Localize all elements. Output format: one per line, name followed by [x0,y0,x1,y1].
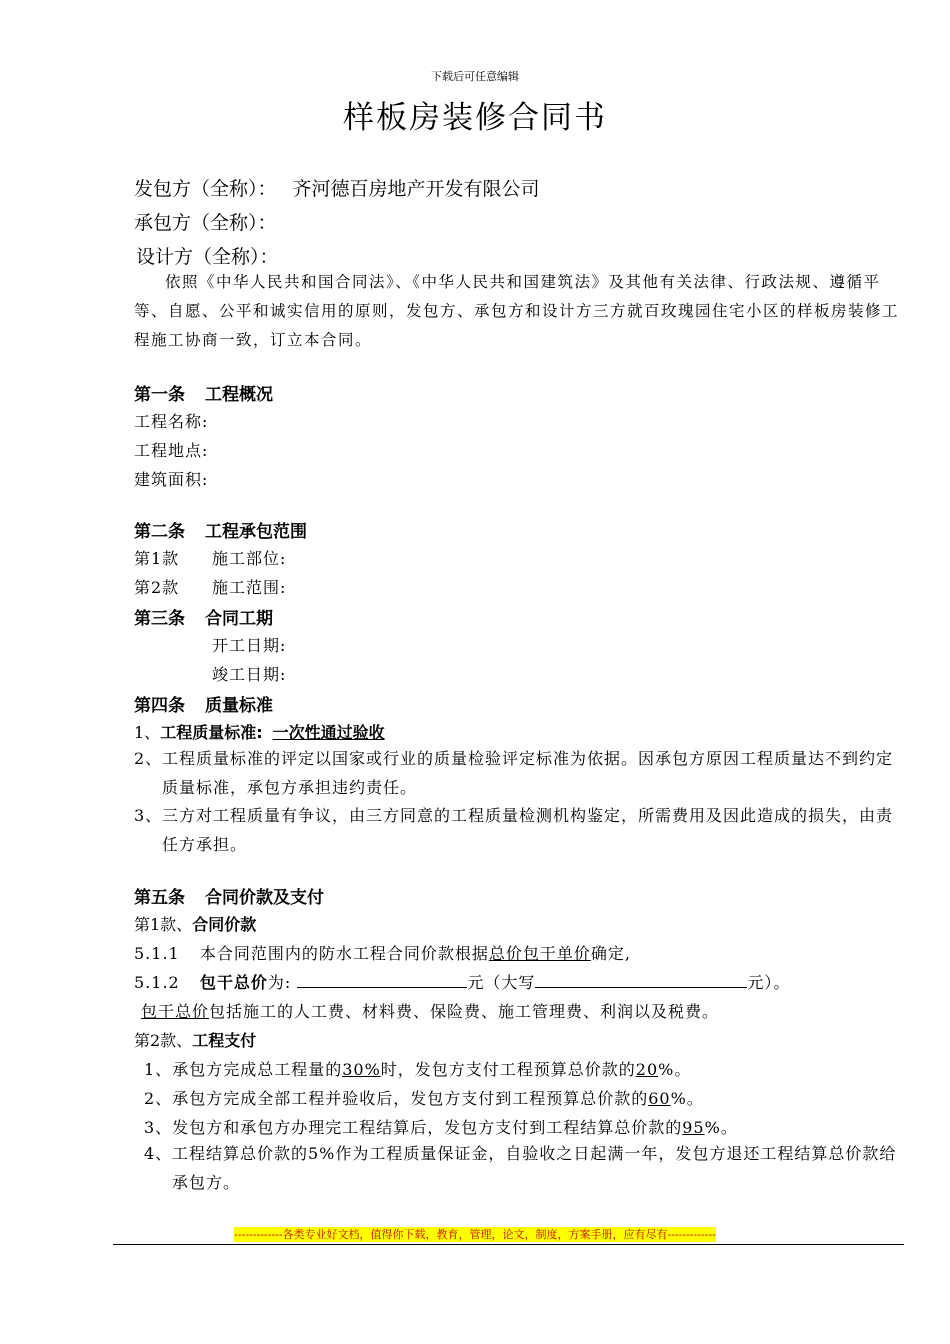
quality-item-2 [134,744,894,802]
payment-text: %。 [670,1089,704,1108]
article3-num: 第三条 [134,609,185,629]
paragraph-text: 本合同范围内的防水工程合同价款根据 [199,944,489,963]
payment-percent: 95 [682,1118,705,1137]
payment-item-4 [144,1139,900,1197]
footer-banner [0,1226,950,1242]
item-number: 2、 [134,749,163,768]
employer-line [134,174,540,201]
lump-sum-term: 包干总价 [141,1002,210,1021]
paragraph-5-1-2 [134,970,790,993]
clause-num: 第2款 [134,578,180,597]
payment-text: 发包方和承包方办理完工程结算后，发包方支付到工程结算总价款的 [172,1118,683,1137]
completion-date-label: 竣工日期: [212,665,287,684]
quality-item-3 [134,801,894,859]
pricing-method: 总价包干单价 [488,944,591,963]
article1-num: 第一条 [134,385,185,405]
lump-sum-label: 包干总价 [199,973,268,992]
project-name-label: 工程名称: [134,412,209,431]
article5-num: 第五条 [134,888,185,908]
payment-text: 时，发包方支付工程预算总价款的 [380,1060,636,1079]
start-date-label: 开工日期: [212,636,287,655]
article4-num: 第四条 [134,696,185,716]
payment-item-4-text: 工程结算总价款的5%作为工程质量保证金，自验收之日起满一年，发包方退还工程结算总价款给承包方。 [172,1144,897,1192]
payment-text: %。 [658,1060,692,1079]
article4-heading [134,691,273,716]
payment-percent: 60 [648,1089,671,1108]
paragraph-number: 5.1.2 [134,973,180,992]
article3-title: 合同工期 [205,609,273,629]
article1-heading [134,380,273,405]
article2-num: 第二条 [134,522,185,542]
article3-heading [134,604,273,629]
project-location-label: 工程地点: [134,441,209,460]
contractor-line [134,208,277,235]
building-area-label: 建筑面积: [134,470,209,489]
article2-heading [134,517,307,542]
article5-title: 合同价款及支付 [205,888,324,908]
footer-banner-text: -------------各类专业好文档，值得你下载，教育，管理，论文，制度，方案手册，应有尽有------------- [234,1228,716,1241]
paragraph-text: 为: [267,973,292,992]
payment-text: 承包方完成总工程量的 [172,1060,343,1079]
quality-standard-value: 一次性通过验收 [272,723,385,742]
article4-title: 质量标准 [205,696,273,716]
item-number: 3、 [134,806,163,825]
payment-percent: 30% [342,1060,381,1079]
employer-value: 齐河德百房地产开发有限公司 [292,178,540,200]
article2-title: 工程承包范围 [205,522,307,542]
employer-label: 发包方（全称）： [134,178,277,200]
item-number: 2、 [144,1089,173,1108]
item-number: 4、 [144,1144,173,1163]
amount-in-words-field[interactable] [535,971,747,988]
paragraph-number: 5.1.1 [134,944,180,963]
payment-item-2 [144,1086,704,1109]
quality-item-3-text: 三方对工程质量有争议，由三方同意的工程质量检测机构鉴定，所需费用及因此造成的损失，由责任方承担。 [162,806,894,854]
intro-paragraph: 依照《中华人民共和国合同法》、《中华人民共和国建筑法》及其他有关法律、行政法规、遵循平等、自愿、公平和诚实信用的原则，发包方、承包方和设计方三方就百玫瑰园住宅小区的样板房装修工程施工协商一致，订立本合同。 [134,273,900,349]
payment-item-3 [144,1115,738,1138]
item-number: 1、 [144,1060,173,1079]
yuan-text: 元（大写 [467,973,536,992]
clause1-heading [134,912,256,935]
clause2-title: 工程支付 [192,1031,257,1050]
clause-line [134,546,179,569]
document-title: 样板房装修合同书 [343,100,607,136]
construction-scope-label: 施工范围: [212,578,287,597]
item-number: 3、 [144,1118,173,1137]
construction-part-label: 施工部位: [212,549,287,568]
clause1-num: 第1款、 [134,915,193,934]
footer-divider [113,1244,904,1245]
lump-sum-amount-field[interactable] [297,971,467,988]
contractor-label: 承包方（全称）： [134,212,277,234]
yuan-text: 元）。 [747,973,791,992]
payment-item-1 [144,1057,691,1080]
clause2-num: 第2款、 [134,1031,193,1050]
item-number: 1、 [134,723,161,742]
quality-standard-line [134,720,385,743]
paragraph-text: 确定, [590,944,631,963]
header-note: 下载后可任意编辑 [431,70,519,83]
designer-label: 设计方（全称）： [136,246,279,268]
inclusion-text: 包括施工的人工费、材料费、保险费、施工管理费、利润以及税费。 [209,1002,720,1021]
quality-item-2-text: 工程质量标准的评定以国家或行业的质量检验评定标准为依据。因承包方原因工程质量达不到约定质量标准，承包方承担违约责任。 [162,749,894,797]
clause-line [134,575,179,598]
designer-line [136,242,279,269]
clause2-heading [134,1028,256,1051]
clause-num: 第1款 [134,549,180,568]
payment-percent: 20 [635,1060,659,1079]
payment-text: 承包方完成全部工程并验收后，发包方支付到工程预算总价款的 [172,1089,649,1108]
article1-title: 工程概况 [205,385,273,405]
article5-heading [134,883,324,908]
clause1-title: 合同价款 [192,915,257,934]
lump-sum-inclusion [141,999,719,1022]
paragraph-5-1-1 [134,941,631,964]
payment-text: %。 [704,1118,738,1137]
quality-standard-label: 工程质量标准: [160,723,263,742]
